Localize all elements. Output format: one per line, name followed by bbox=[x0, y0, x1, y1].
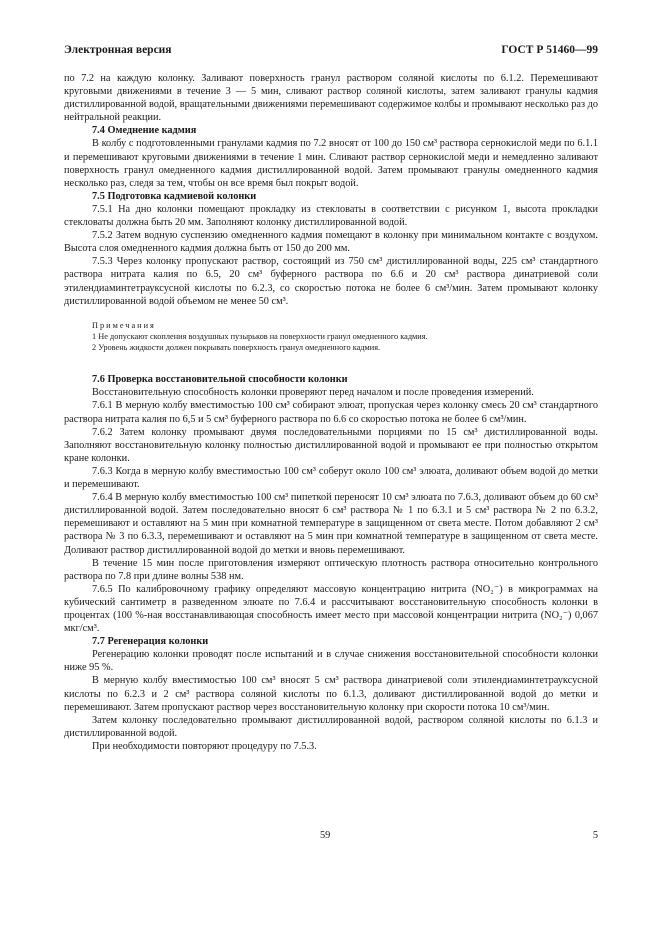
section-heading-7-4: 7.4 Омеднение кадмия bbox=[92, 125, 197, 137]
paragraph-7-6-5: 7.6.5 По калибровочному графику определяют массовую концентрацию нитрита (NO₂⁻) в микрограммах на кубический сантиметр в разведенном элюате по 7.6.4 и рассчитывают восстановительную способность колонки в процентах (100 %-ная восстанавливающая способность имеет место при массовой концентрации нитрита (NO₂⁻) 0,067 мкг/см³. bbox=[64, 583, 598, 635]
header-standard-number: ГОСТ Р 51460—99 bbox=[501, 44, 598, 56]
section-heading-7-7: 7.7 Регенерация колонки bbox=[92, 636, 209, 648]
paragraph-7-6-4: 7.6.4 В мерную колбу вместимостью 100 см³ пипеткой переносят 10 см³ элюата по 7.6.3, доливают объем до 60 см³ дистиллированной водой. Затем последовательно вносят 6 см³ раствора № 1 по 6.3.1 и 5 см³ раствора № 2 по 6.3.2, перемешивают и оставляют на 5 мин при комнатной температуре в защищенном от света месте. Потом добавляют 2 см³ раствора № 3 по 6.3.3, перемешивают и оставляют на 5 мин при комнатной температуре в защищенном от света месте. Доливают раствор дистиллированной водой до метки и вновь перемешивают. bbox=[64, 492, 598, 556]
sheet-number: 5 bbox=[592, 830, 598, 841]
spacer bbox=[64, 353, 598, 373]
paragraph-7-5-1: 7.5.1 На дно колонки помещают прокладку из стекловаты в соответствии с рисунком 1, высота прокладки стекловаты должна быть 20 мм. Заполняют колонку дистиллированной водой. bbox=[64, 203, 598, 229]
paragraph-7-4: В колбу с подготовленными гранулами кадмия по 7.2 вносят от 100 до 150 см³ раствора сернокислой меди по 6.1.1 и перемешивают круговыми движениями в течение 1 мин. Сливают раствор сернокислой меди и немедленно заливают поверхность гранул омедненного кадмия дистиллированной водой. Затем промывают гранулы омедненного кадмия несколько раз, следя за тем, чтобы он все время был покрыт водой. bbox=[64, 138, 598, 189]
paragraph-continuation: по 7.2 на каждую колонку. Заливают поверхность гранул раствором соляной кислоты по 6.1.2. Перемешивают круговыми движениями в течение 3 — 5 мин, сливают раствор соляной кислоты, затем заливают гранулы кадмия дистиллированной водой, вращательными движениями перемешивают содержимое колбы и промывают несколько раз до нейтральной реакции. bbox=[64, 73, 598, 124]
paragraph-7-5-3: 7.5.3 Через колонку пропускают раствор, состоящий из 750 см³ дистиллированной воды, 225 см³ стандартного раствора нитрата калия по 6.5, 20 см³ буферного раствора по 6.6 и 20 см³ раствора динатриевой соли этилендиаминтетрауксусной кислоты по 6.2.3, со скоростью потока не более 6 см³/мин. Затем промывают колонку дистиллированной водой объемом не менее 50 см³. bbox=[64, 256, 598, 307]
page-number: 59 bbox=[320, 830, 331, 841]
paragraph-7-7: Регенерацию колонки проводят после испытаний и в случае снижения восстановительной способности колонки ниже 95 %. bbox=[64, 649, 598, 674]
paragraph-7-6-2: 7.6.2 Затем колонку промывают двумя последовательными порциями по 15 см³ дистиллированной воды. Заполняют восстановительную колонку полностью дистиллированной водой и промывают ее при полностью открытом кране колонки. bbox=[64, 426, 598, 464]
section-heading-7-6: 7.6 Проверка восстановительной способности колонки bbox=[92, 374, 348, 386]
paragraph-7-7-rinse: Затем колонку последовательно промывают дистиллированной водой, раствором соляной кислоты по 6.1.3 и дистиллированной водой. bbox=[64, 714, 598, 739]
notes-title: Примечания bbox=[92, 320, 156, 330]
notes-block bbox=[64, 320, 598, 354]
paragraph-7-6-1: 7.6.1 В мерную колбу вместимостью 100 см³ собирают элюат, пропуская через колонку смесь 20 см³ стандартного раствора нитрата калия по 6,5 и 5 см³ буферного раствора по 6.6 со скоростью потока не более 6 см³/мин. bbox=[64, 400, 598, 425]
paragraph-7-6-4-continued: В течение 15 мин после приготовления измеряют оптическую плотность раствора относительно контрольного раствора по 7.8 при длине волны 538 нм. bbox=[64, 557, 598, 582]
paragraph-7-5-2: 7.5.2 Затем водную суспензию омедненного кадмия помещают в колонку при минимальном контакте с воздухом. Высота слоя омедненного кадмия должна быть от 150 до 200 мм. bbox=[64, 230, 598, 255]
note-2: 2 Уровень жидкости должен покрывать поверхность гранул омедненного кадмия. bbox=[92, 343, 381, 353]
note-1: 1 Не допускают скопления воздушных пузырьков на поверхности гранул омедненного кадмия. bbox=[92, 331, 428, 341]
paragraph-7-7-repeat: При необходимости повторяют процедуру по 7.5.3. bbox=[92, 740, 317, 752]
paragraph-7-6: Восстановительную способность колонки проверяют перед началом и после проведения измерений. bbox=[92, 387, 534, 399]
paragraph-7-6-3: 7.6.3 Когда в мерную колбу вместимостью 100 см³ соберут около 100 см³ элюата, доливают объем водой до метки и перемешивают. bbox=[64, 465, 598, 491]
paragraph-7-7-procedure: В мерную колбу вместимостью 100 см³ вносят 5 см³ раствора динатриевой соли этилендиаминтетрауксусной кислоты по 6.2.3 и 2 см³ раствора соляной кислоты по 6.1.3, доливают дистиллированной водой до метки и перемешивают. Затем пропускают раствор через восстановительную колонку при скорости потока 10 см³/мин. bbox=[64, 675, 598, 713]
section-heading-7-5: 7.5 Подготовка кадмиевой колонки bbox=[92, 190, 257, 202]
header-electronic-version: Электронная версия bbox=[64, 44, 172, 56]
document-body bbox=[64, 72, 598, 753]
